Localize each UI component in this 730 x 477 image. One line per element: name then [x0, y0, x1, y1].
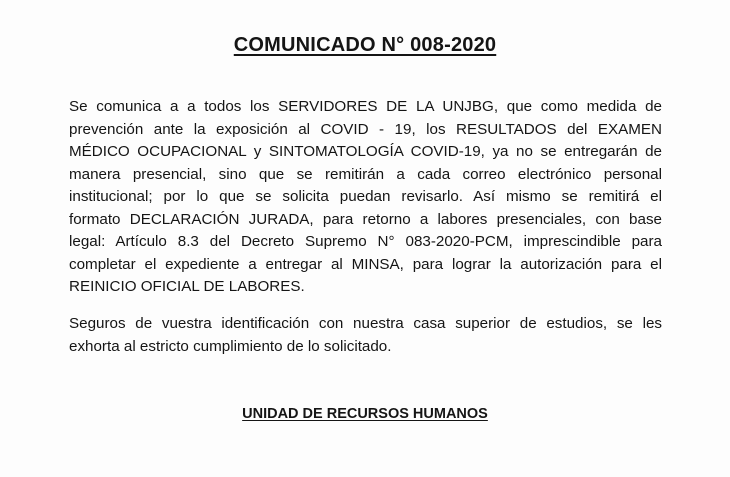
paragraph-line: legal: Artículo 8.3 del Decreto Supremo N° 083-2020-PCM, imprescindible para [69, 233, 662, 250]
paragraph-line: manera presencial, sino que se remitirán a cada correo electrónico personal [69, 165, 662, 183]
signature-text: UNIDAD DE RECURSOS HUMANOS [242, 406, 488, 422]
signature-block [0, 404, 730, 424]
document-title [0, 32, 730, 58]
paragraph-line: formato DECLARACIÓN JURADA, para retorno a labores presenciales, con base [69, 210, 662, 228]
paragraph-line: exhorta al estricto cumplimiento de lo solicitado. [69, 337, 392, 355]
paragraph-line: completar el expediente a entregar al MINSA, para lograr la autorización para el [69, 255, 662, 273]
title-text: COMUNICADO N° 008-2020 [233, 34, 497, 56]
paragraph-line: REINICIO OFICIAL DE LABORES. [69, 278, 305, 295]
paragraph-line: prevención ante la exposición al COVID - 19, los RESULTADOS del EXAMEN [69, 120, 662, 138]
body-paragraph-2 [69, 313, 662, 358]
paragraph-line: Se comunica a a todos los SERVIDORES DE LA UNJBG, que como medida de [69, 98, 662, 115]
body-paragraph-1 [69, 96, 662, 299]
paragraph-line: MÉDICO OCUPACIONAL y SINTOMATOLOGÍA COVID-19, ya no se entregarán de [69, 143, 662, 160]
paragraph-line: Seguros de vuestra identificación con nuestra casa superior de estudios, se les [69, 315, 662, 332]
paragraph-line: institucional; por lo que se solicita puedan revisarlo. Así mismo se remitirá el [69, 188, 662, 205]
